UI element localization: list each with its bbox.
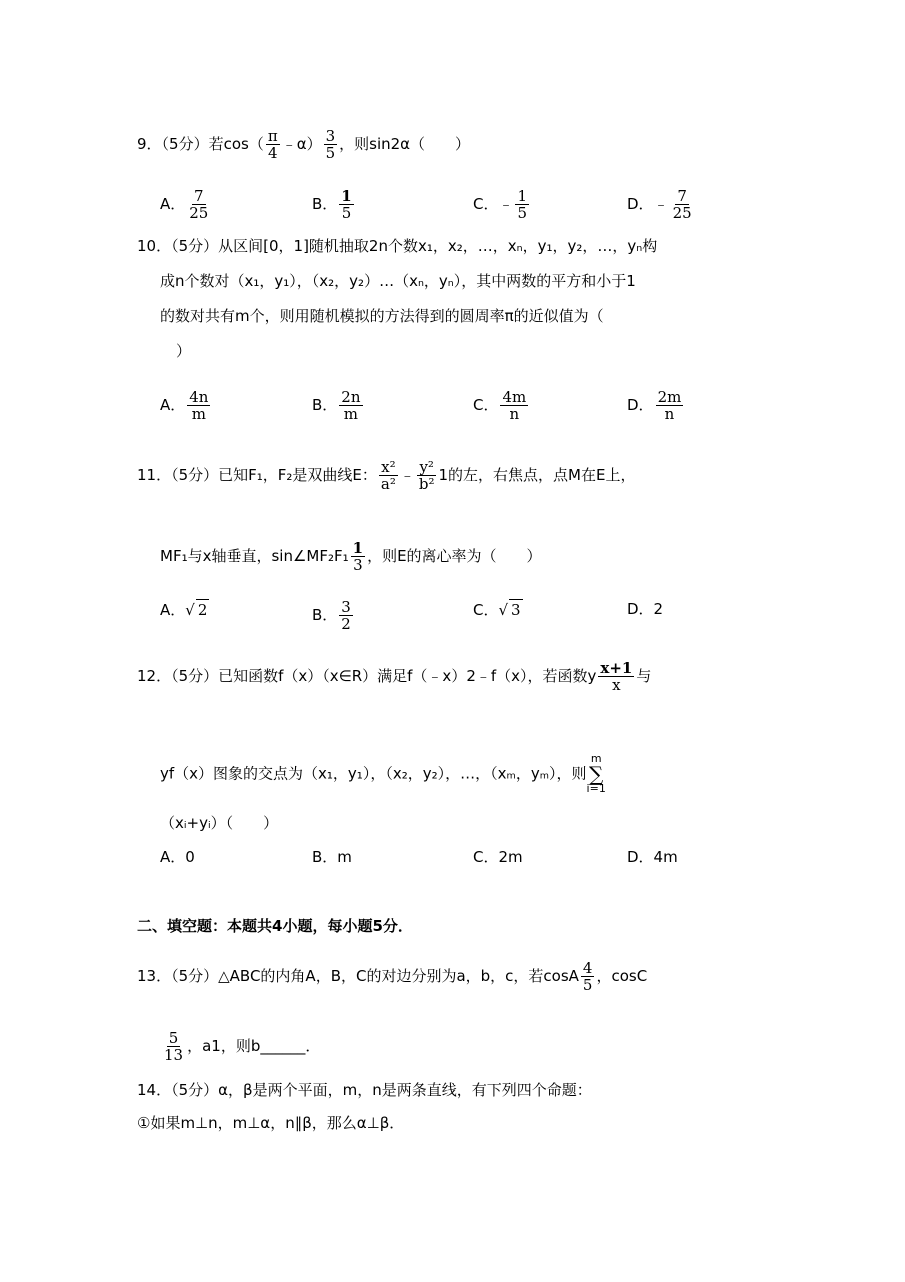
section-heading: 二、填空题：本题共4小题，每小题5分． — [137, 917, 413, 935]
q9-option-c: C．﹣ $\frac{1}{5}$ — [473, 187, 528, 222]
three-fifths-fraction: $\frac{3}{5}$ — [325, 127, 336, 162]
four-fifths-fraction: $\frac{4}{5}$ — [582, 959, 593, 994]
q10-option-b: B． $\frac{2n}{m}$ — [312, 388, 361, 423]
q12-line-3: （xᵢ+yᵢ）（ ） — [160, 814, 279, 832]
y2-over-b2-fraction: $\frac{\text{y²}}{\text{b²}}$ — [418, 458, 435, 493]
q13-line-2: $\frac{5}{13}$ ，a1，则b______． — [164, 1029, 321, 1064]
q11-option-d: D．2 — [627, 600, 664, 618]
q10-option-a: A． $\frac{4n}{m}$ — [160, 388, 209, 423]
q11-option-c: C．√ 3 — [473, 601, 521, 619]
x-plus-1-over-x-fraction: $\frac{x+1}{x}$ — [600, 659, 633, 694]
q9-option-a: A． $\frac{7}{25}$ — [160, 187, 209, 222]
q11-stem: 11．（5分）已知F₁，F₂是双曲线E： $\frac{\text{x²}}{\text{a²}}$ ﹣ $\frac{\text{y²}}{\text{b²}}$ 1的左，右焦点，点M在E上， — [137, 458, 636, 493]
q12-line-2: yf（x）图象的交点为（x₁，y₁），（x₂，y₂），…，（xₘ，yₘ），则 m ∑ i=1 — [160, 752, 606, 795]
q12-option-c: C．2m — [473, 848, 523, 866]
q12-option-b: B．m — [312, 848, 352, 866]
q10-line-3: 的数对共有m个，则用随机模拟的方法得到的圆周率π的近似值为（ — [160, 307, 604, 325]
x2-over-a2-fraction: $\frac{\text{x²}}{\text{a²}}$ — [380, 458, 396, 493]
one-third-fraction: $\frac{1}{3}$ — [352, 539, 364, 574]
q10-line-1: 10．（5分）从区间[0，1]随机抽取2n个数x₁，x₂，…，xₙ，y₁，y₂，…，yₙ构 — [137, 237, 658, 255]
pi-over-4-fraction: $\frac{\pi}{4}$ — [267, 127, 278, 162]
q12-stem: 12．（5分）已知函数f（x）（x∈R）满足f（﹣x）2﹣f（x），若函数y $\frac{x+1}{x}$ 与 — [137, 659, 652, 694]
q9-option-d: D．﹣ $\frac{7}{25}$ — [627, 187, 692, 222]
sqrt-icon: √ — [185, 601, 195, 619]
q9-stem: 9．（5分）若cos（ $\frac{\pi}{4}$ ﹣α） $\frac{3}{5}$ ，则sin2α（ ） — [137, 127, 471, 162]
q10-line-4: ） — [176, 342, 192, 360]
q11-option-b: B． $\frac{3}{2}$ — [312, 598, 351, 633]
q14-line-1: 14．（5分）α，β是两个平面，m，n是两条直线，有下列四个命题： — [137, 1081, 592, 1099]
q14-line-2: ①如果m⊥n，m⊥α，n∥β，那么α⊥β． — [137, 1114, 405, 1132]
q10-option-d: D． $\frac{2m}{n}$ — [627, 388, 682, 423]
q9-option-b: B． $\frac{1}{5}$ — [312, 187, 352, 222]
q11-option-a: A．√ 2 — [160, 601, 208, 619]
q10-line-2: 成n个数对（x₁，y₁），（x₂，y₂）…（xₙ，yₙ），其中两数的平方和小于1 — [160, 272, 636, 290]
q10-option-c: C． $\frac{4m}{n}$ — [473, 388, 527, 423]
summation-icon: m ∑ i=1 — [586, 752, 606, 795]
sqrt-icon: √ — [498, 601, 509, 619]
five-thirteenths-fraction: $\frac{5}{13}$ — [164, 1029, 184, 1064]
q12-option-a: A．0 — [160, 848, 195, 866]
q11-line-2: MF₁与x轴垂直，sin∠MF₂F₁ $\frac{1}{3}$ ，则E的离心率为（ ） — [160, 539, 542, 574]
q13-stem: 13．（5分）△ABC的内角A，B，C的对边分别为a，b，c，若cosA $\frac{4}{5}$ ，cosC — [137, 959, 648, 994]
q12-option-d: D．4m — [627, 848, 678, 866]
